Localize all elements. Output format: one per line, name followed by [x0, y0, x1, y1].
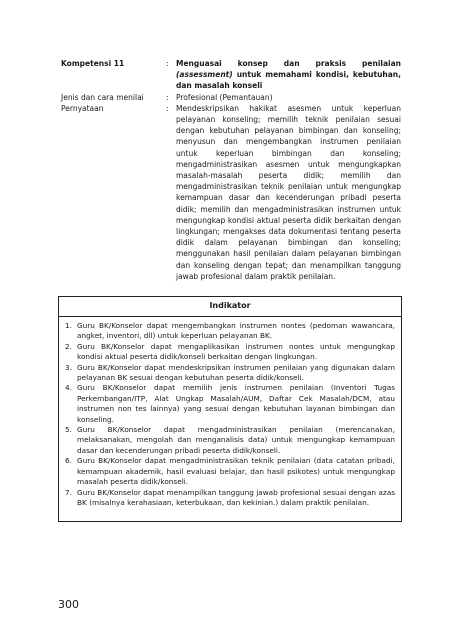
indicator-text: Guru BK/Konselor dapat mengaplikasikan instrumen nontes untuk mengungkap kondisi aktual peserta didik/konseli berkaitan dengan lingkungan. [77, 341, 395, 362]
indicator-number: 2. [65, 341, 72, 351]
separator: : [166, 59, 169, 68]
kompetensi-title [176, 58, 401, 92]
indicator-text: Guru BK/Konselor dapat mengadministrasikan teknik penilaian (data catatan pribadi, kemampuan akademik, hasil evaluasi belajar, dan hasil psikotes) untuk mengungkap masalah peserta didik/konseli. [77, 456, 395, 487]
indicator-text: Guru BK/Konselor dapat mengadministrasikan penilaian (merencanakan, melaksanakan, mengolah dan menganalisis data) untuk mengungkap kemampuan dasar dan kecenderungan pribadi peserta didik/konseli. [77, 425, 395, 455]
kompetensi-title-part2: untuk memahami kondisi, kebutuhan, dan masalah konseli [176, 70, 401, 91]
pernyataan-row [61, 103, 401, 282]
page-number: 300 [58, 598, 79, 611]
separator: : [166, 103, 169, 113]
kompetensi-label: Kompetensi 11 [61, 59, 125, 68]
pernyataan-value: Mendeskripsikan hakikat asesmen untuk keperluan pelayanan konseling; memilih teknik penilaian sesuai dengan kebutuhan pelayanan bimbingan dan konseling; menyusun dan mengembangkan instrumen penilaian untuk keperluan bimbingan dan konseling; mengadministrasikan asesmen untuk mengungkapkan masalah-masalah peserta didik; memilih dan mengadministrasikan teknik penilaian untuk mengungkap kemampuan dasar dan kecenderungan pribadi peserta didik; memilih dan mengadministrasikan instrumen untuk mengungkap kondisi aktual peserta didik berkaitan dengan lingkungan; mengakses data dokumentasi tentang peserta didik dalam pelayanan bimbingan dan konseling; menggunakan hasil penilaian dalam pelayanan bimbingan dan konseling dengan tepat; dan menampilkan tanggung jawab profesional dalam praktik penilaian. [176, 103, 401, 281]
indicator-list [59, 317, 401, 508]
indicator-item [65, 383, 395, 425]
indicator-text: Guru BK/Konselor dapat menampilkan tanggung jawab profesional sesuai dengan azas BK (misalnya kerahasiaan, keterbukaan, dan kekinian.) dalam praktik penilaian. [77, 487, 395, 507]
indicator-item [65, 488, 395, 509]
separator: : [166, 92, 169, 102]
indicator-item [65, 363, 395, 384]
indicator-item [65, 321, 395, 342]
indicator-number: 3. [65, 362, 72, 372]
indicator-number: 1. [65, 321, 72, 330]
kompetensi-title-part1: Menguasai konsep dan praksis penilaian [176, 59, 401, 68]
indicator-number: 4. [65, 383, 72, 393]
indicator-text: Guru BK/Konselor dapat memilih jenis instrumen penilaian (Inventori Tugas Perkembangan/ITP, Alat Ungkap Masalah/AUM, Daftar Cek Masalah/DCM, atau instrumen non tes lainnya) yang sesuai dengan kebutuhan layanan bimbingan dan konseling. [77, 383, 395, 424]
indicator-number: 7. [65, 487, 72, 497]
pernyataan-label: Pernyataan [61, 103, 104, 113]
indicator-item [65, 425, 395, 456]
indicator-number: 5. [65, 425, 72, 435]
indicator-number: 6. [65, 456, 72, 466]
indicator-table [58, 296, 402, 522]
indicator-item [65, 342, 395, 363]
indicator-text: Guru BK/Konselor dapat mengembangkan instrumen nontes (pedoman wawancara, angket, inventori, dll) untuk keperluan pelayanan BK. [77, 321, 395, 341]
jenis-value: Profesional (Pemantauan) [176, 92, 273, 102]
jenis-label: Jenis dan cara menilai [61, 92, 144, 102]
jenis-row [61, 92, 401, 103]
kompetensi-title-italic: (assessment) [176, 70, 233, 80]
kompetensi-row [61, 58, 401, 92]
indicator-item [65, 456, 395, 487]
indicator-table-title: Indikator [59, 297, 401, 317]
indicator-text: Guru BK/Konselor dapat mendeskripsikan instrumen penilaian yang digunakan dalam pelayanan BK sesuai dengan kebutuhan peserta didik/konseli. [77, 362, 395, 383]
competency-header [61, 58, 401, 282]
